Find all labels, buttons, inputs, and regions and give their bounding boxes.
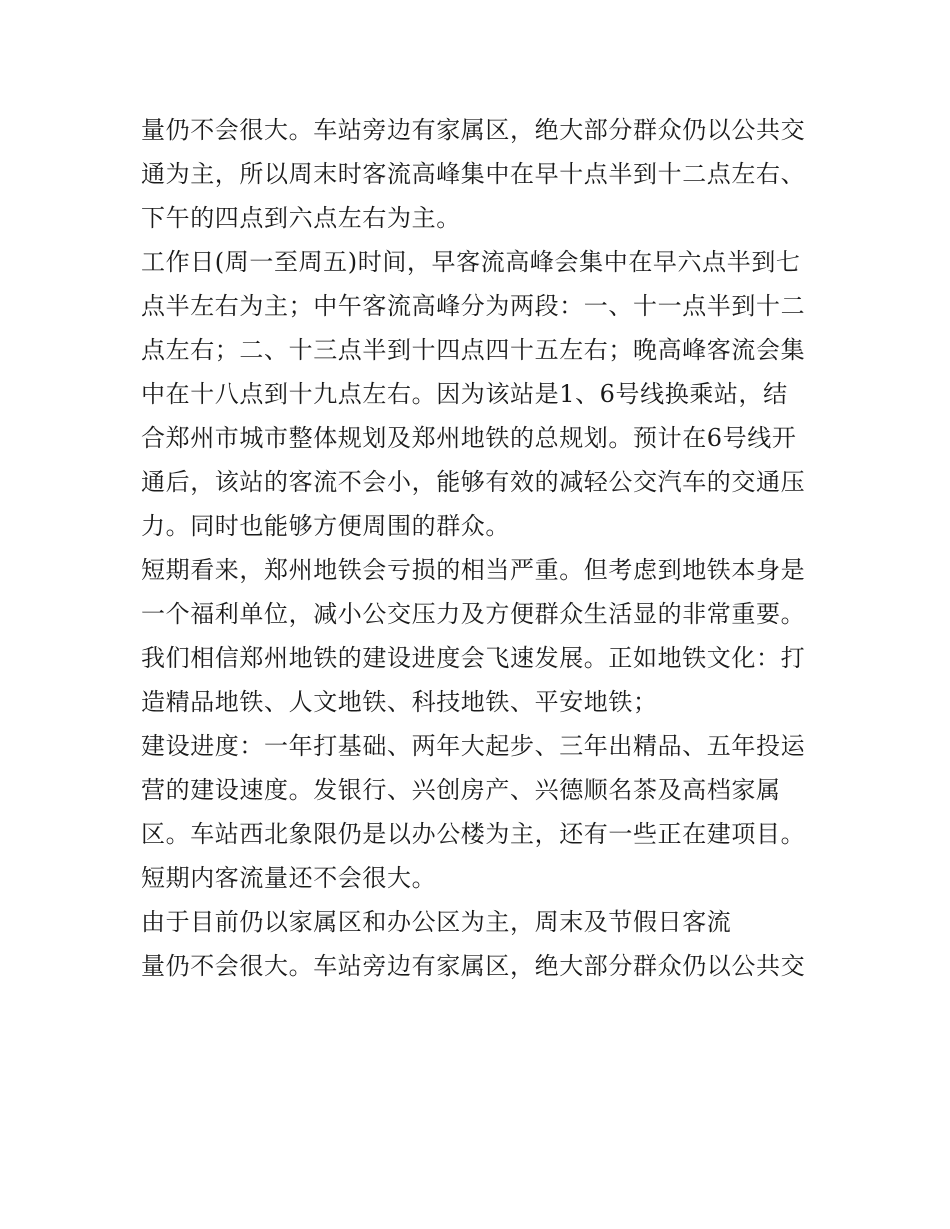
text-line: 建设进度：一年打基础、两年大起步、三年出精品、五年投运	[141, 732, 806, 760]
text-line: 由于目前仍以家属区和办公区为主，周末及节假日客流	[141, 908, 732, 936]
text-line: 短期内客流量还不会很大。	[141, 864, 437, 892]
text-line: 力。同时也能够方便周围的群众。	[141, 512, 510, 540]
text-line: 下午的四点到六点左右为主。	[141, 204, 461, 232]
text-line: 点半左右为主；中午客流高峰分为两段：一、十一点半到十二	[141, 292, 806, 320]
text-line: 点左右；二、十三点半到十四点四十五左右；晚高峰客流会集	[141, 336, 806, 364]
text-line: 工作日(周一至周五)时间，早客流高峰会集中在早六点半到七	[141, 248, 801, 276]
text-line: 通为主，所以周末时客流高峰集中在早十点半到十二点左右、	[141, 160, 806, 188]
text-line: 造精品地铁、人文地铁、科技地铁、平安地铁；	[141, 688, 658, 716]
text-line: 短期看来，郑州地铁会亏损的相当严重。但考虑到地铁本身是	[141, 556, 806, 584]
text-line: 通后，该站的客流不会小，能够有效的减轻公交汽车的交通压	[141, 468, 806, 496]
text-line: 一个福利单位，减小公交压力及方便群众生活显的非常重要。	[141, 600, 806, 628]
text-line: 合郑州市城市整体规划及郑州地铁的总规划。预计在6号线开	[141, 424, 797, 452]
text-line: 量仍不会很大。车站旁边有家属区，绝大部分群众仍以公共交	[141, 116, 806, 144]
document-body	[141, 108, 821, 988]
text-line: 营的建设速度。发银行、兴创房产、兴德顺名茶及高档家属	[141, 776, 781, 804]
text-line: 量仍不会很大。车站旁边有家属区，绝大部分群众仍以公共交	[141, 952, 806, 980]
text-line: 区。车站西北象限仍是以办公楼为主，还有一些正在建项目。	[141, 820, 806, 848]
text-line: 中在十八点到十九点左右。因为该站是1、6号线换乘站，结	[141, 380, 788, 408]
text-line: 我们相信郑州地铁的建设进度会飞速发展。正如地铁文化：打	[141, 644, 806, 672]
